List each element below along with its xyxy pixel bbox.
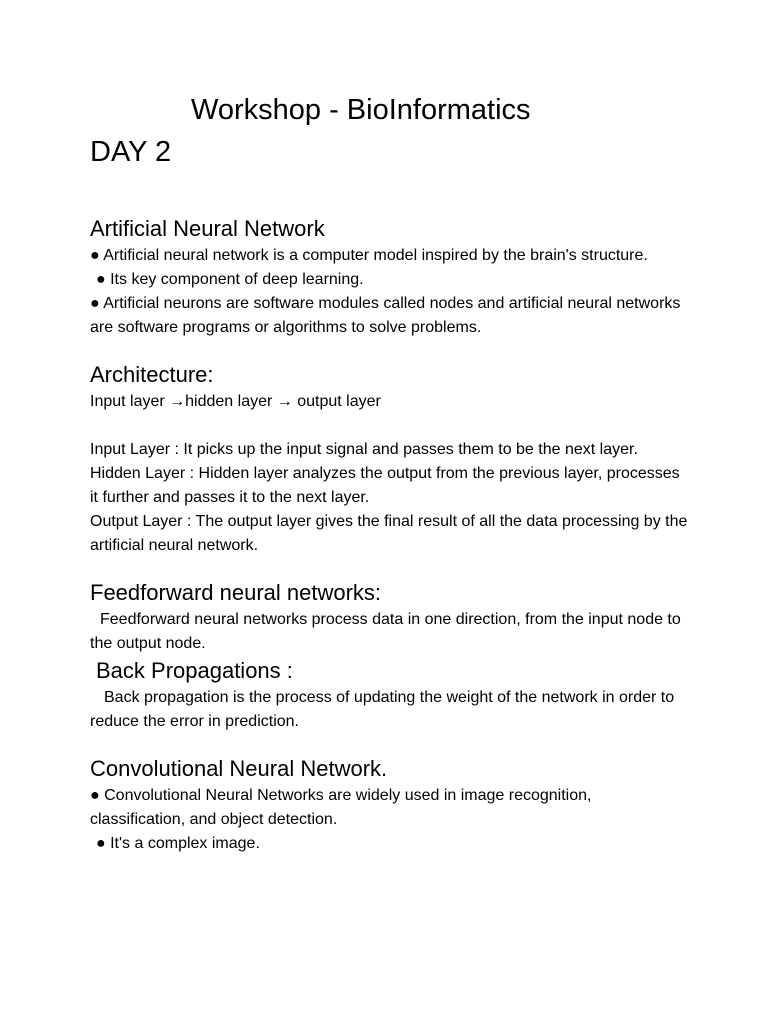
spacer bbox=[90, 558, 690, 578]
section-backprop bbox=[90, 656, 690, 734]
bullet-ann-definition: ● Artificial neural network is a computer model inspired by the brain's structure. bbox=[90, 247, 648, 264]
architecture-flow: Input layer →hidden layer → output layer bbox=[90, 393, 381, 410]
input-layer-description: Input Layer : It picks up the input signal and passes them to be the next layer. bbox=[90, 441, 638, 458]
section-heading-cnn: Convolutional Neural Network. bbox=[90, 756, 388, 781]
spacer bbox=[90, 340, 690, 360]
section-cnn bbox=[90, 754, 690, 856]
section-architecture bbox=[90, 360, 690, 558]
section-heading-ann: Artificial Neural Network bbox=[90, 216, 325, 241]
bullet-ann-neurons: ● Artificial neurons are software modules called nodes and artificial neural networks are software programs or algorithms to solve problems. bbox=[90, 295, 681, 336]
day-heading: DAY 2 bbox=[90, 136, 172, 168]
feedforward-text: Feedforward neural networks process data in one direction, from the input node to the output node. bbox=[90, 611, 681, 652]
bullet-ann-key-component: ● Its key component of deep learning. bbox=[96, 271, 364, 288]
spacer bbox=[90, 414, 690, 438]
backprop-text: Back propagation is the process of updating the weight of the network in order to reduce the error in prediction. bbox=[90, 689, 675, 730]
document-title: Workshop - BioInformatics bbox=[191, 94, 531, 126]
section-ann bbox=[90, 214, 690, 340]
feedforward-description bbox=[90, 608, 690, 656]
spacer bbox=[90, 734, 690, 754]
backprop-description bbox=[90, 686, 690, 734]
section-heading-backprop bbox=[90, 656, 690, 686]
hidden-layer-description: Hidden Layer : Hidden layer analyzes the output from the previous layer, processes it further and passes it to the next layer. bbox=[90, 465, 680, 506]
output-layer-description: Output Layer : The output layer gives the final result of all the data processing by the artificial neural network. bbox=[90, 513, 688, 554]
document-body bbox=[90, 214, 690, 856]
section-heading-architecture: Architecture: bbox=[90, 362, 214, 387]
bullet-cnn-complex-image: ● It's a complex image. bbox=[96, 835, 260, 852]
bullet-cnn-usage: ● Convolutional Neural Networks are widely used in image recognition, classification, and object detection. bbox=[90, 787, 592, 828]
section-heading-feedforward: Feedforward neural networks: bbox=[90, 580, 382, 605]
backprop-heading-text: Back Propagations : bbox=[96, 658, 293, 683]
section-feedforward bbox=[90, 578, 690, 656]
